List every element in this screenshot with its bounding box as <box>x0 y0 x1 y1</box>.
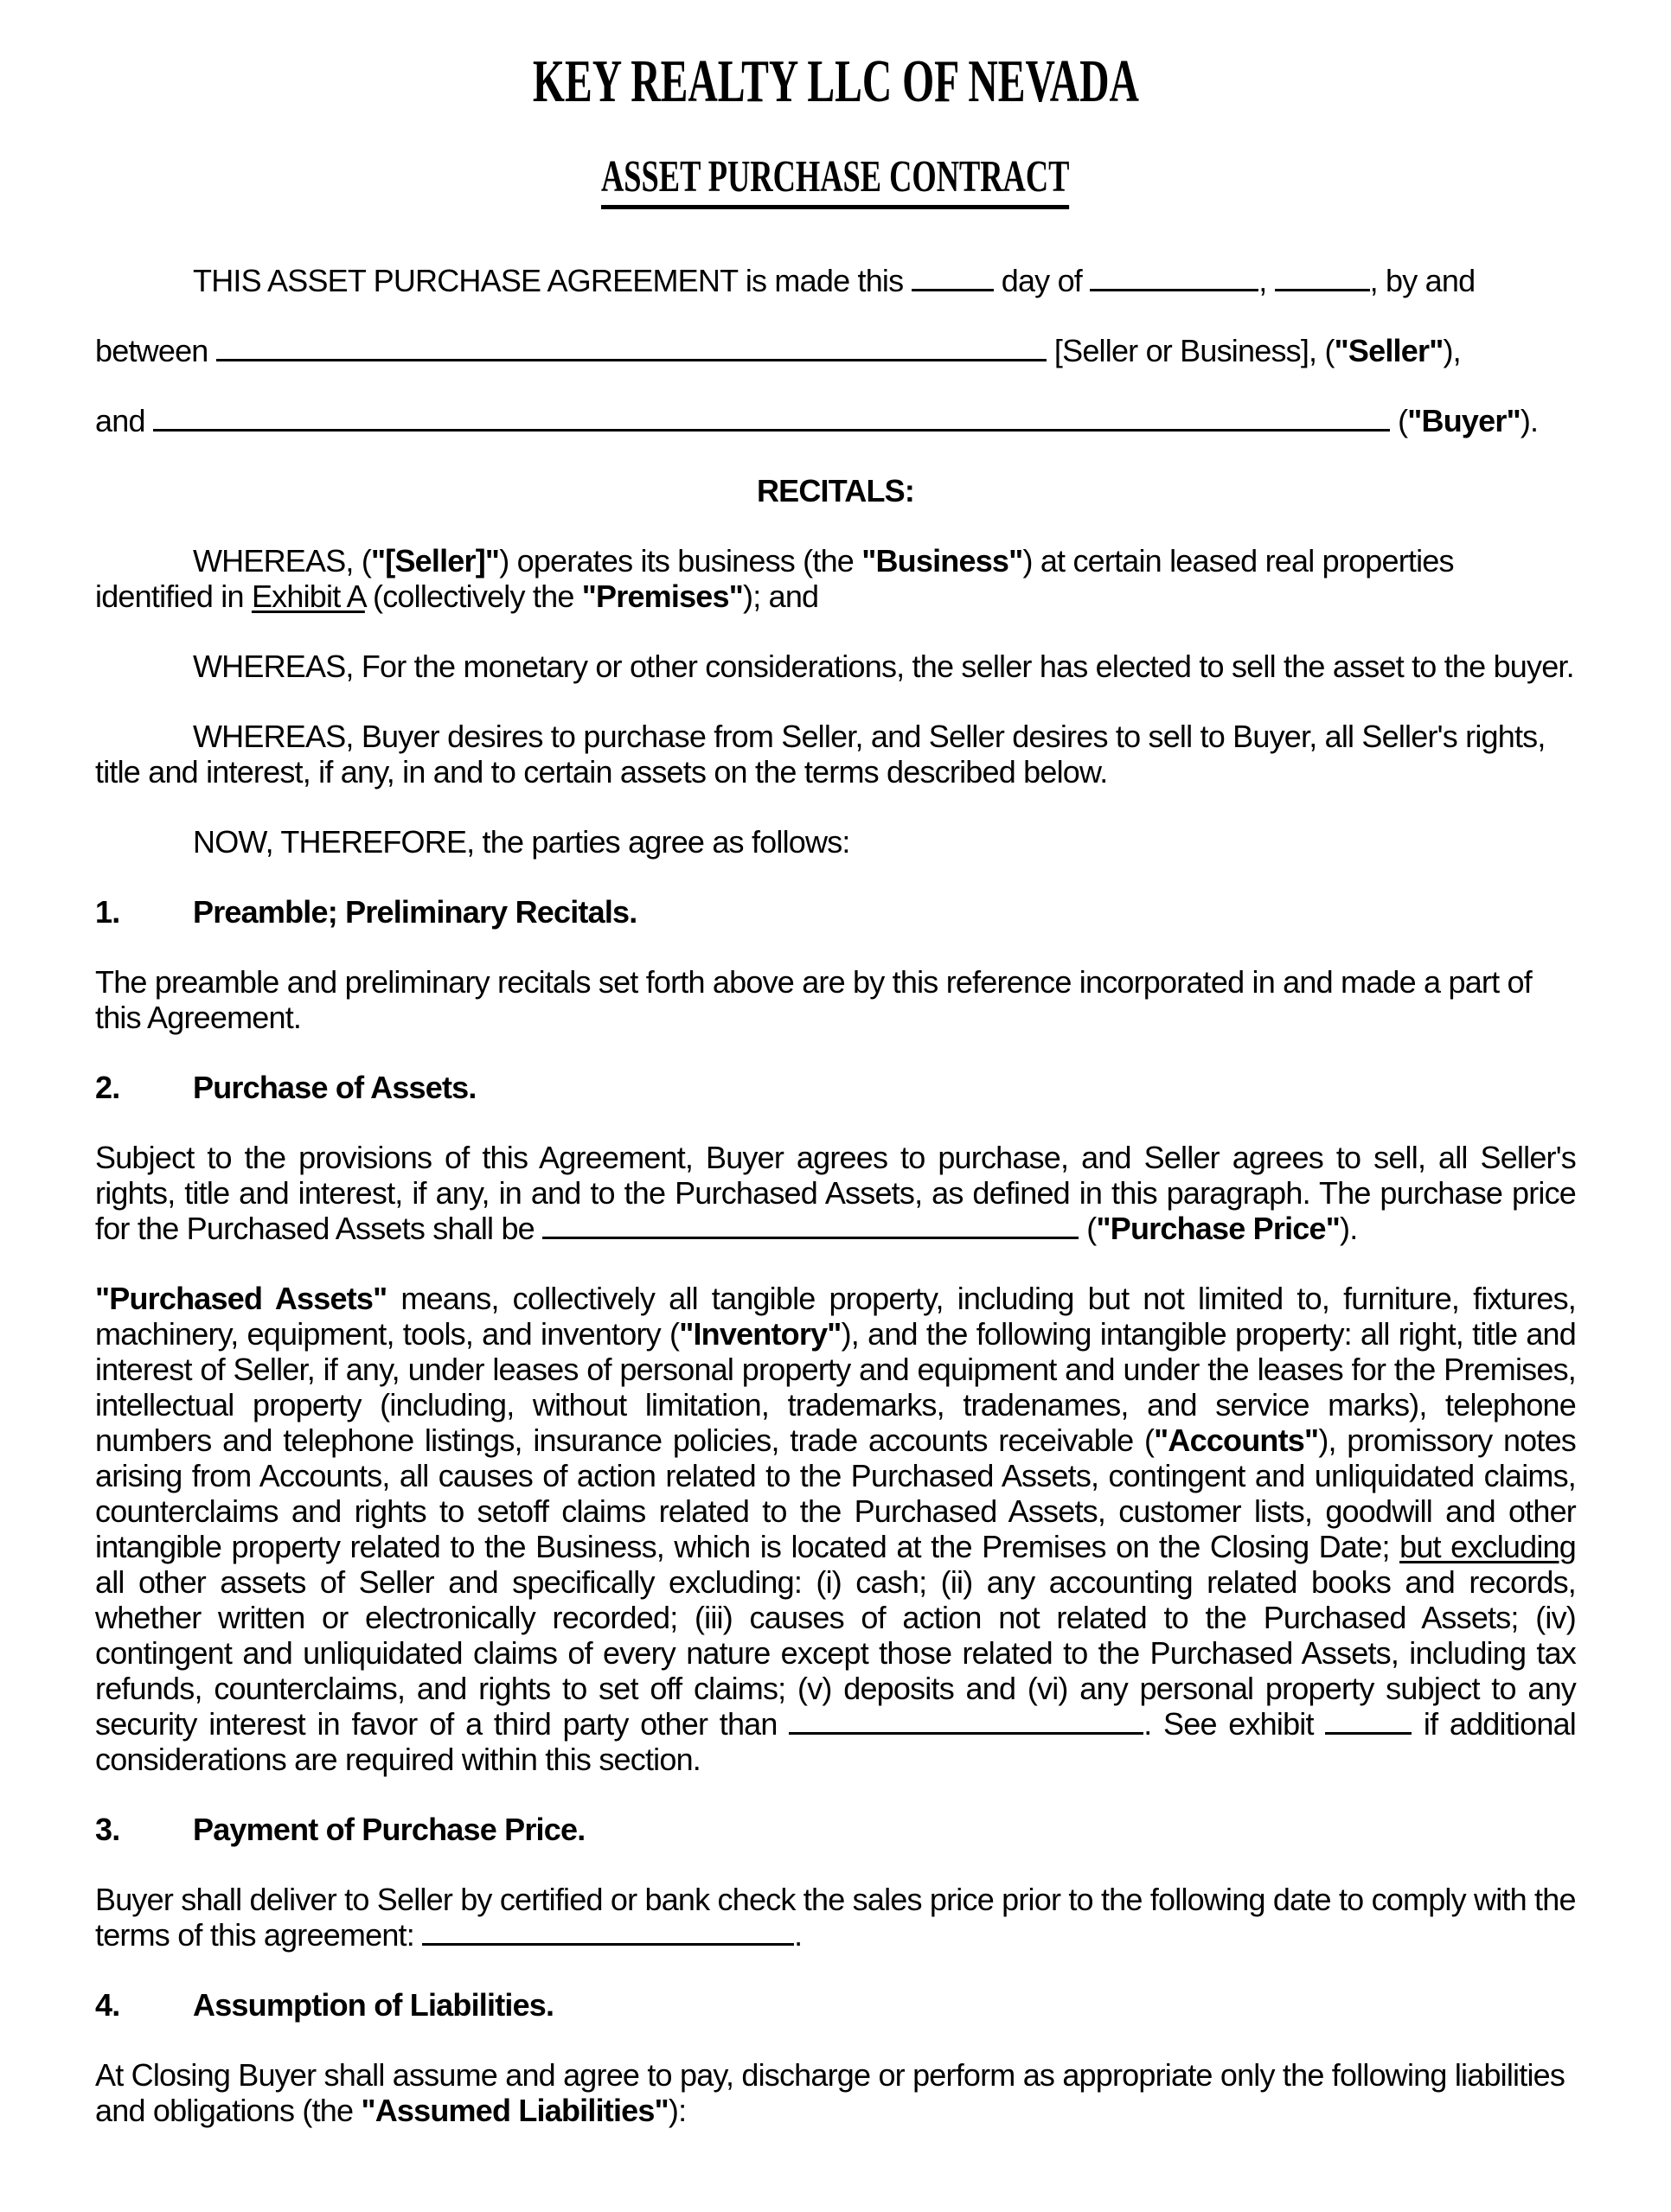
s3-body-a: Buyer shall deliver to Seller by certified or bank check the sales price prior to the following date to comply with the terms of this agreement: <box>95 1882 1576 1953</box>
seller-term-text: "Seller" <box>1334 333 1444 368</box>
third-party-blank-field <box>789 1706 1143 1735</box>
page-title <box>95 50 1576 123</box>
intro-line-1 <box>95 263 1576 298</box>
s2p1-a: Subject to the provisions of this Agreement, Buyer agrees to purchase, and Seller agrees to sell, all Seller's rights, title and interest, if any, in and to the Purchased Assets, as defined in this paragraph. The purchase price for the Purchased Assets shall be <box>95 1140 1576 1246</box>
whereas-paragraph-1 <box>95 543 1576 614</box>
now-therefore-line: NOW, THEREFORE, the parties agree as follows: <box>193 824 850 860</box>
s2p2-t5: . See exhibit <box>1143 1706 1326 1742</box>
intro-day-of-text: day of <box>993 263 1091 298</box>
s2p2-t4: all other assets of Seller and specifically excluding: (i) cash; (ii) any accounting related books and records, whether written or electronically recorded; (iii) causes of action not related to the Purchased Assets; (iv) contingent and unliquidated claims of every nature except those related to the Purchased Assets, including tax refunds, counterclaims, and rights to set off claims; (v) deposits and (vi) any personal property subject to any security interest in favor of a third party other than <box>95 1564 1576 1742</box>
assumed-liabilities-term: "Assumed Liabilities" <box>361 2093 669 2128</box>
buyer-open-text: ( <box>1389 403 1408 438</box>
whereas1-seller-term: "[Seller]" <box>371 543 500 579</box>
month-blank-field <box>1090 263 1258 291</box>
exhibit-a-link-text: Exhibit A <box>251 579 365 614</box>
section-4-body <box>95 2057 1576 2128</box>
purchase-price-blank-field <box>542 1211 1079 1239</box>
s4-body-a: At Closing Buyer shall assume and agree to pay, discharge or perform as appropriate only the following liabilities and obligations (the <box>95 2057 1565 2128</box>
buyer-name-blank-field <box>153 403 1390 432</box>
whereas-paragraph-2: WHEREAS, For the monetary or other considerations, the seller has elected to sell the asset to the buyer. <box>193 649 1574 684</box>
company-name-text: KEY REALTY LLC OF NEVADA <box>532 48 1139 115</box>
section-3-heading <box>95 1812 1576 1847</box>
s2p2-t2: ), and the following intangible property: all right, title and interest of Seller, if any, under leases of personal property and equipment and under the leases for the Premises, intellectual property (including, without limitation, trademarks, tradenames, and service marks), telephone numbers and telephone listings, insurance policies, trade accounts receivable ( <box>95 1316 1576 1458</box>
whereas1-d: ) at certain leased real properties identified in <box>95 543 1454 614</box>
s2p2-t1: means, collectively all tangible property, including but not limited to, furniture, fixtures, machinery, equipment, tools, and inventory ( <box>95 1281 1576 1352</box>
between-text: between <box>95 333 216 368</box>
recitals-heading: RECITALS: <box>756 473 915 508</box>
section-1-title: Preamble; Preliminary Recitals. <box>193 894 637 930</box>
whereas1-e: (collectively the <box>364 579 582 614</box>
year-blank-field <box>1275 263 1370 291</box>
section-3-title: Payment of Purchase Price. <box>193 1812 586 1847</box>
payment-date-blank-field <box>422 1917 794 1946</box>
section-3-body <box>95 1882 1576 1953</box>
intro-line-1-text: THIS ASSET PURCHASE AGREEMENT is made this <box>193 263 912 298</box>
s3-body-b: . <box>794 1917 803 1953</box>
inventory-term: "Inventory" <box>679 1316 842 1352</box>
contract-title-text: ASSET PURCHASE CONTRACT <box>601 152 1069 209</box>
purchase-price-term: "Purchase Price" <box>1096 1211 1340 1246</box>
intro-line-2 <box>95 333 1576 368</box>
buyer-close-text: ). <box>1520 403 1539 438</box>
exhibit-number-blank-field <box>1325 1706 1412 1735</box>
and-text: and <box>95 403 153 438</box>
section-4-number: 4. <box>95 1987 120 2023</box>
section-2-paragraph-1 <box>95 1140 1576 1246</box>
section-1-body: The preamble and preliminary recitals set forth above are by this reference incorporated in and made a part of this Agreement. <box>95 964 1532 1035</box>
but-excluding-text: but excluding <box>1399 1529 1576 1564</box>
intro-comma-text: , <box>1258 263 1275 298</box>
whereas1-c: ) operates its business (the <box>499 543 862 579</box>
seller-close-text: ), <box>1443 333 1461 368</box>
section-2-number: 2. <box>95 1070 120 1105</box>
section-2-title: Purchase of Assets. <box>193 1070 477 1105</box>
intro-line-3 <box>95 403 1576 438</box>
seller-name-blank-field <box>216 333 1047 361</box>
s4-body-b: ): <box>668 2093 687 2128</box>
section-3-number: 3. <box>95 1812 120 1847</box>
accounts-term: "Accounts" <box>1154 1422 1319 1458</box>
s2p2-t6: if additional considerations are required within this section. <box>95 1706 1576 1777</box>
section-2-paragraph-2 <box>95 1281 1576 1777</box>
whereas-paragraph-3: WHEREAS, Buyer desires to purchase from Seller, and Seller desires to sell to Buyer, all Seller's rights, title and interest, if any, in and to certain assets on the terms described below. <box>95 719 1546 790</box>
whereas1-f: ); and <box>743 579 819 614</box>
section-1-number: 1. <box>95 894 120 930</box>
s2p2-t3: ), promissory notes arising from Accounts, all causes of action related to the Purchased Assets, contingent and unliquidated claims, counterclaims and rights to setoff claims related to the Purchased Assets, customer lists, goodwill and other intangible property related to the Business, which is located at the Premises on the Closing Date; <box>95 1422 1577 1564</box>
purchased-assets-term: "Purchased Assets" <box>95 1281 387 1316</box>
day-blank-field <box>912 263 994 291</box>
s2p1-b: ( <box>1079 1211 1097 1246</box>
section-1-heading <box>95 894 1576 930</box>
section-4-title: Assumption of Liabilities. <box>193 1987 554 2023</box>
whereas1-premises-term: "Premises" <box>581 579 744 614</box>
seller-or-business-text: [Seller or Business], ( <box>1046 333 1335 368</box>
intro-by-and-text: , by and <box>1369 263 1476 298</box>
whereas1-business-term: "Business" <box>861 543 1023 579</box>
whereas1-a: WHEREAS, ( <box>193 543 372 579</box>
section-4-heading <box>95 1987 1576 2023</box>
document-subtitle <box>95 152 1576 209</box>
buyer-term-text: "Buyer" <box>1407 403 1521 438</box>
s2p1-c: ). <box>1340 1211 1358 1246</box>
section-2-heading <box>95 1070 1576 1105</box>
